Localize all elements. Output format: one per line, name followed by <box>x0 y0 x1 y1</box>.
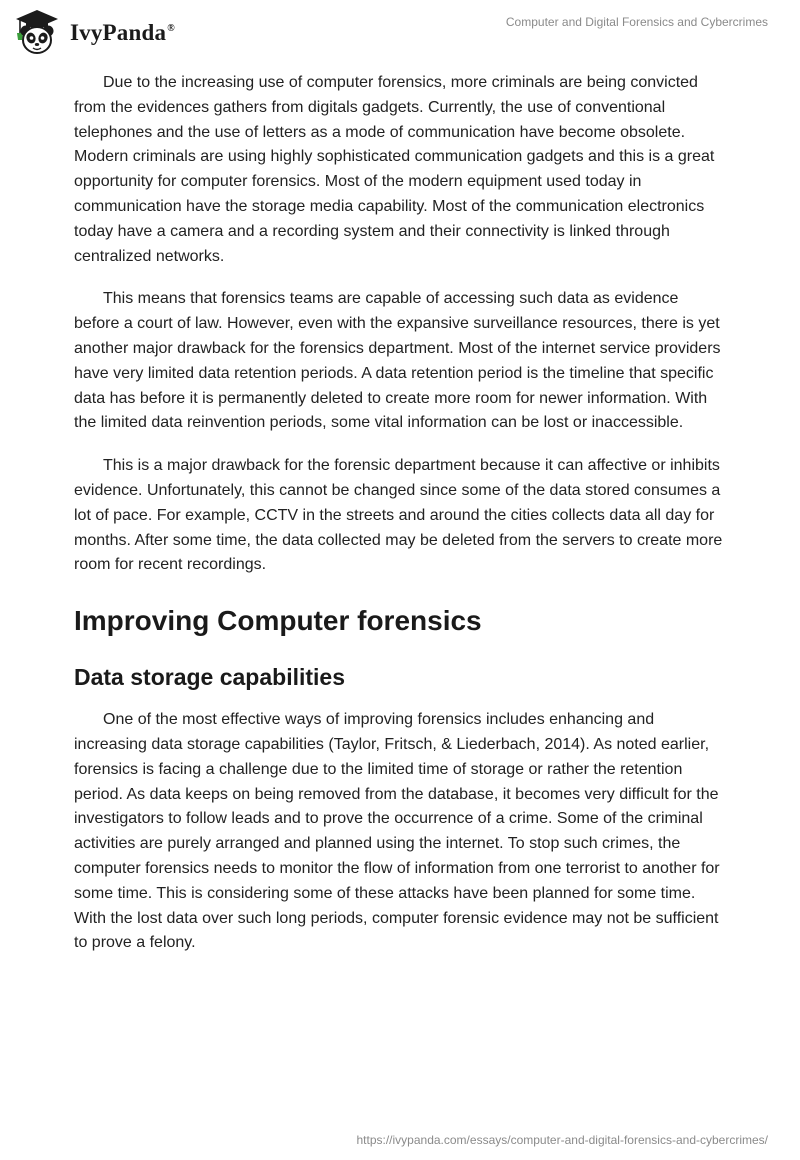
section-heading: Improving Computer forensics <box>74 605 482 637</box>
source-url[interactable]: https://ivypanda.com/essays/computer-and-digital-forensics-and-cybercrimes/ <box>356 1133 768 1147</box>
page-header <box>0 0 800 60</box>
essay-content <box>74 71 726 974</box>
paragraph: This is a major drawback for the forensic department because it can affective or inhibits evidence. Unfortunately, this cannot be changed since some of the data stored consumes a lot of pace. For example, CCTV in the streets and around the cities collects data all day for months. After some time, the data collected may be deleted from the servers to create more room for recent recordings. <box>74 457 723 574</box>
paragraph: One of the most effective ways of improving forensics includes enhancing and increasing data storage capabilities (Taylor, Fritsch, & Liederbach, 2014). As noted earlier, forensics is facing a challenge due to the limited time of storage or rather the retention period. As data keeps on being removed from the database, it becomes very difficult for the investigators to follow leads and to prove the occurrence of a crime. Some of the criminal activities are purely arranged and planned using the internet. To stop such crimes, the computer forensics needs to monitor the flow of information from one terrorist to another for some time. This is considering some of these attacks have been planned for some time. With the lost data over such long periods, computer forensic evidence may not be sufficient to prove a felony. <box>74 711 720 952</box>
paragraph: Due to the increasing use of computer forensics, more criminals are being convicted from the evidences gathers from digitals gadgets. Currently, the use of conventional telephones and the use of letters as a mode of communication have become obsolete. Modern criminals are using highly sophisticated communication gadgets and this is a great opportunity for computer forensics. Most of the modern equipment used today in communication have the storage media capability. Most of the communication electronics today have a camera and a recording system and their connectivity is linked through centralized networks. <box>74 74 715 265</box>
subsection-heading: Data storage capabilities <box>74 664 345 691</box>
document-title: Computer and Digital Forensics and Cybercrimes <box>505 15 768 29</box>
brand-name: IvyPanda® <box>70 20 175 45</box>
paragraph: This means that forensics teams are capable of accessing such data as evidence before a court of law. However, even with the expansive surveillance resources, there is yet another major drawback for the forensics department. Most of the internet service providers have very limited data retention periods. A data retention period is the timeline that specific data has before it is permanently deleted to create more room for newer information. With the limited data reinvention periods, some vital information can be lost or inaccessible. <box>74 290 721 432</box>
brand-logo[interactable] <box>12 7 175 57</box>
panda-graduate-icon <box>12 7 62 57</box>
